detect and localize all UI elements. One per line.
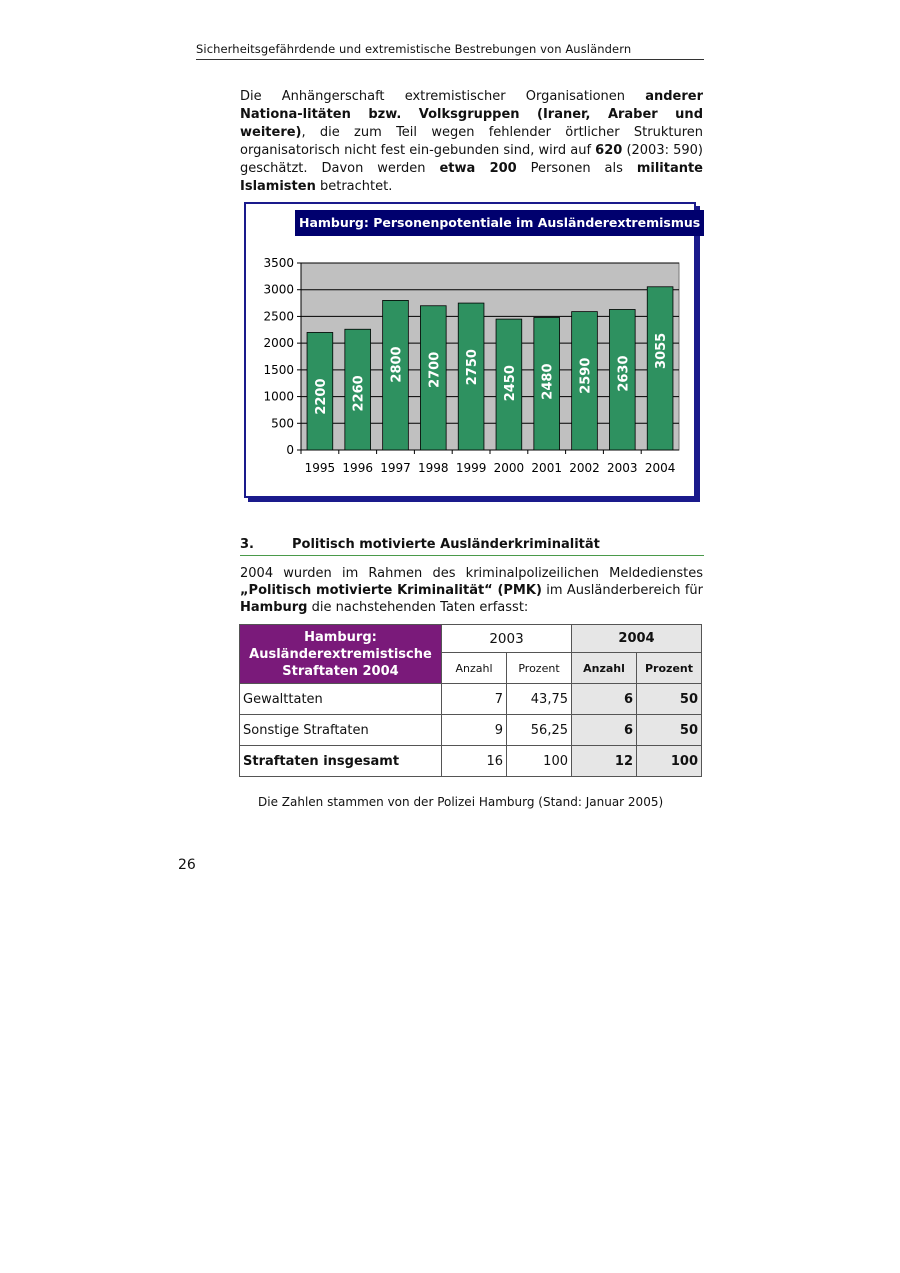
x-tick-label: 2000 <box>493 461 525 475</box>
section-heading <box>240 537 704 556</box>
cell-count-2003: 16 <box>442 746 507 777</box>
data-label: 2700 <box>427 351 443 388</box>
x-tick-label: 1997 <box>380 461 411 475</box>
count-header: Anzahl <box>442 653 507 684</box>
y-tick-label: 2000 <box>263 336 294 351</box>
percent-header: Prozent <box>507 653 572 684</box>
cell-count-2004: 6 <box>572 715 637 746</box>
text: (2003: 590) geschätzt. Davon werden <box>240 143 703 176</box>
running-header: Sicherheitsgefährdende und extremistische Bestrebungen von Ausländern <box>196 42 704 60</box>
y-tick-label: 1000 <box>263 389 294 404</box>
cell-percent-2004: 50 <box>637 715 702 746</box>
y-tick-label: 0 <box>286 443 294 457</box>
data-label: 2750 <box>465 349 481 386</box>
year-2003-header: 2003 <box>442 625 572 653</box>
bold-text: etwa 200 <box>439 161 517 176</box>
data-label: 2800 <box>389 346 405 383</box>
intro-paragraph <box>240 88 703 196</box>
bar-chart <box>244 202 696 498</box>
crime-table <box>239 624 702 777</box>
text: , die zum Teil wegen fehlender örtlicher Strukturen organisatorisch nicht fest ein-gebunden sind, wird auf <box>240 125 703 158</box>
table-row <box>240 715 702 746</box>
x-tick-label: 2002 <box>569 461 600 475</box>
y-tick-label: 3500 <box>263 256 294 270</box>
text: Die Anhängerschaft extremistischer Organisationen <box>240 89 646 104</box>
text: 2004 wurden im Rahmen des kriminalpolizeilichen Meldedienstes <box>240 566 703 581</box>
data-label: 2260 <box>351 375 367 412</box>
x-tick-label: 1998 <box>418 461 449 475</box>
table-header-label: Hamburg: Ausländerextremistische Straftaten 2004 <box>240 625 442 684</box>
section-number: 3. <box>240 537 254 552</box>
data-label: 2480 <box>540 363 556 400</box>
data-label: 2590 <box>578 357 594 394</box>
text: betrachtet. <box>315 179 393 194</box>
y-tick-label: 500 <box>271 416 294 431</box>
cell-percent-2003: 100 <box>507 746 572 777</box>
bold-text: „Politisch motivierte Kriminalität“ (PMK) <box>240 583 542 598</box>
x-tick-label: 1996 <box>342 461 373 475</box>
cell-percent-2004: 50 <box>637 684 702 715</box>
chart-title: Hamburg: Personenpotentiale im Ausländerextremismus <box>295 210 704 236</box>
cell-percent-2003: 56,25 <box>507 715 572 746</box>
cell-percent-2004: 100 <box>637 746 702 777</box>
count-header: Anzahl <box>572 653 637 684</box>
row-label: Sonstige Straftaten <box>240 715 442 746</box>
x-tick-label: 1995 <box>304 461 336 475</box>
x-tick-label: 1999 <box>455 461 487 475</box>
x-tick-label: 2004 <box>644 461 676 475</box>
cell-count-2003: 9 <box>442 715 507 746</box>
cell-count-2004: 6 <box>572 684 637 715</box>
table-row <box>240 746 702 777</box>
data-label: 2630 <box>616 355 632 392</box>
page-number: 26 <box>178 857 196 873</box>
x-tick-label: 2001 <box>531 461 562 475</box>
bold-text: anderer Nationa-litäten bzw. Volksgruppen (Iraner, Araber und weitere) <box>240 89 703 140</box>
row-label: Straftaten insgesamt <box>240 746 442 777</box>
row-label: Gewalttaten <box>240 684 442 715</box>
bold-text: 620 <box>595 143 623 158</box>
text: die nachstehenden Taten erfasst: <box>307 600 529 615</box>
source-note: Die Zahlen stammen von der Polizei Hamburg (Stand: Januar 2005) <box>258 795 664 809</box>
data-label: 2450 <box>502 365 518 402</box>
data-label: 2200 <box>313 378 329 415</box>
bold-text: militante Islamisten <box>240 161 703 194</box>
y-tick-label: 3000 <box>263 282 294 297</box>
text: im Ausländerbereich für <box>541 583 703 598</box>
section-paragraph <box>240 565 703 616</box>
text: Personen als <box>516 161 637 176</box>
y-tick-label: 1500 <box>263 362 294 377</box>
data-label: 3055 <box>654 332 670 369</box>
table-row <box>240 684 702 715</box>
section-title: Politisch motivierte Ausländerkriminalität <box>292 537 600 552</box>
percent-header: Prozent <box>637 653 702 684</box>
year-2004-header: 2004 <box>572 625 702 653</box>
y-tick-label: 2500 <box>263 309 294 324</box>
cell-percent-2003: 43,75 <box>507 684 572 715</box>
x-tick-label: 2003 <box>607 461 638 475</box>
cell-count-2003: 7 <box>442 684 507 715</box>
cell-count-2004: 12 <box>572 746 637 777</box>
bold-text: Hamburg <box>240 600 308 615</box>
